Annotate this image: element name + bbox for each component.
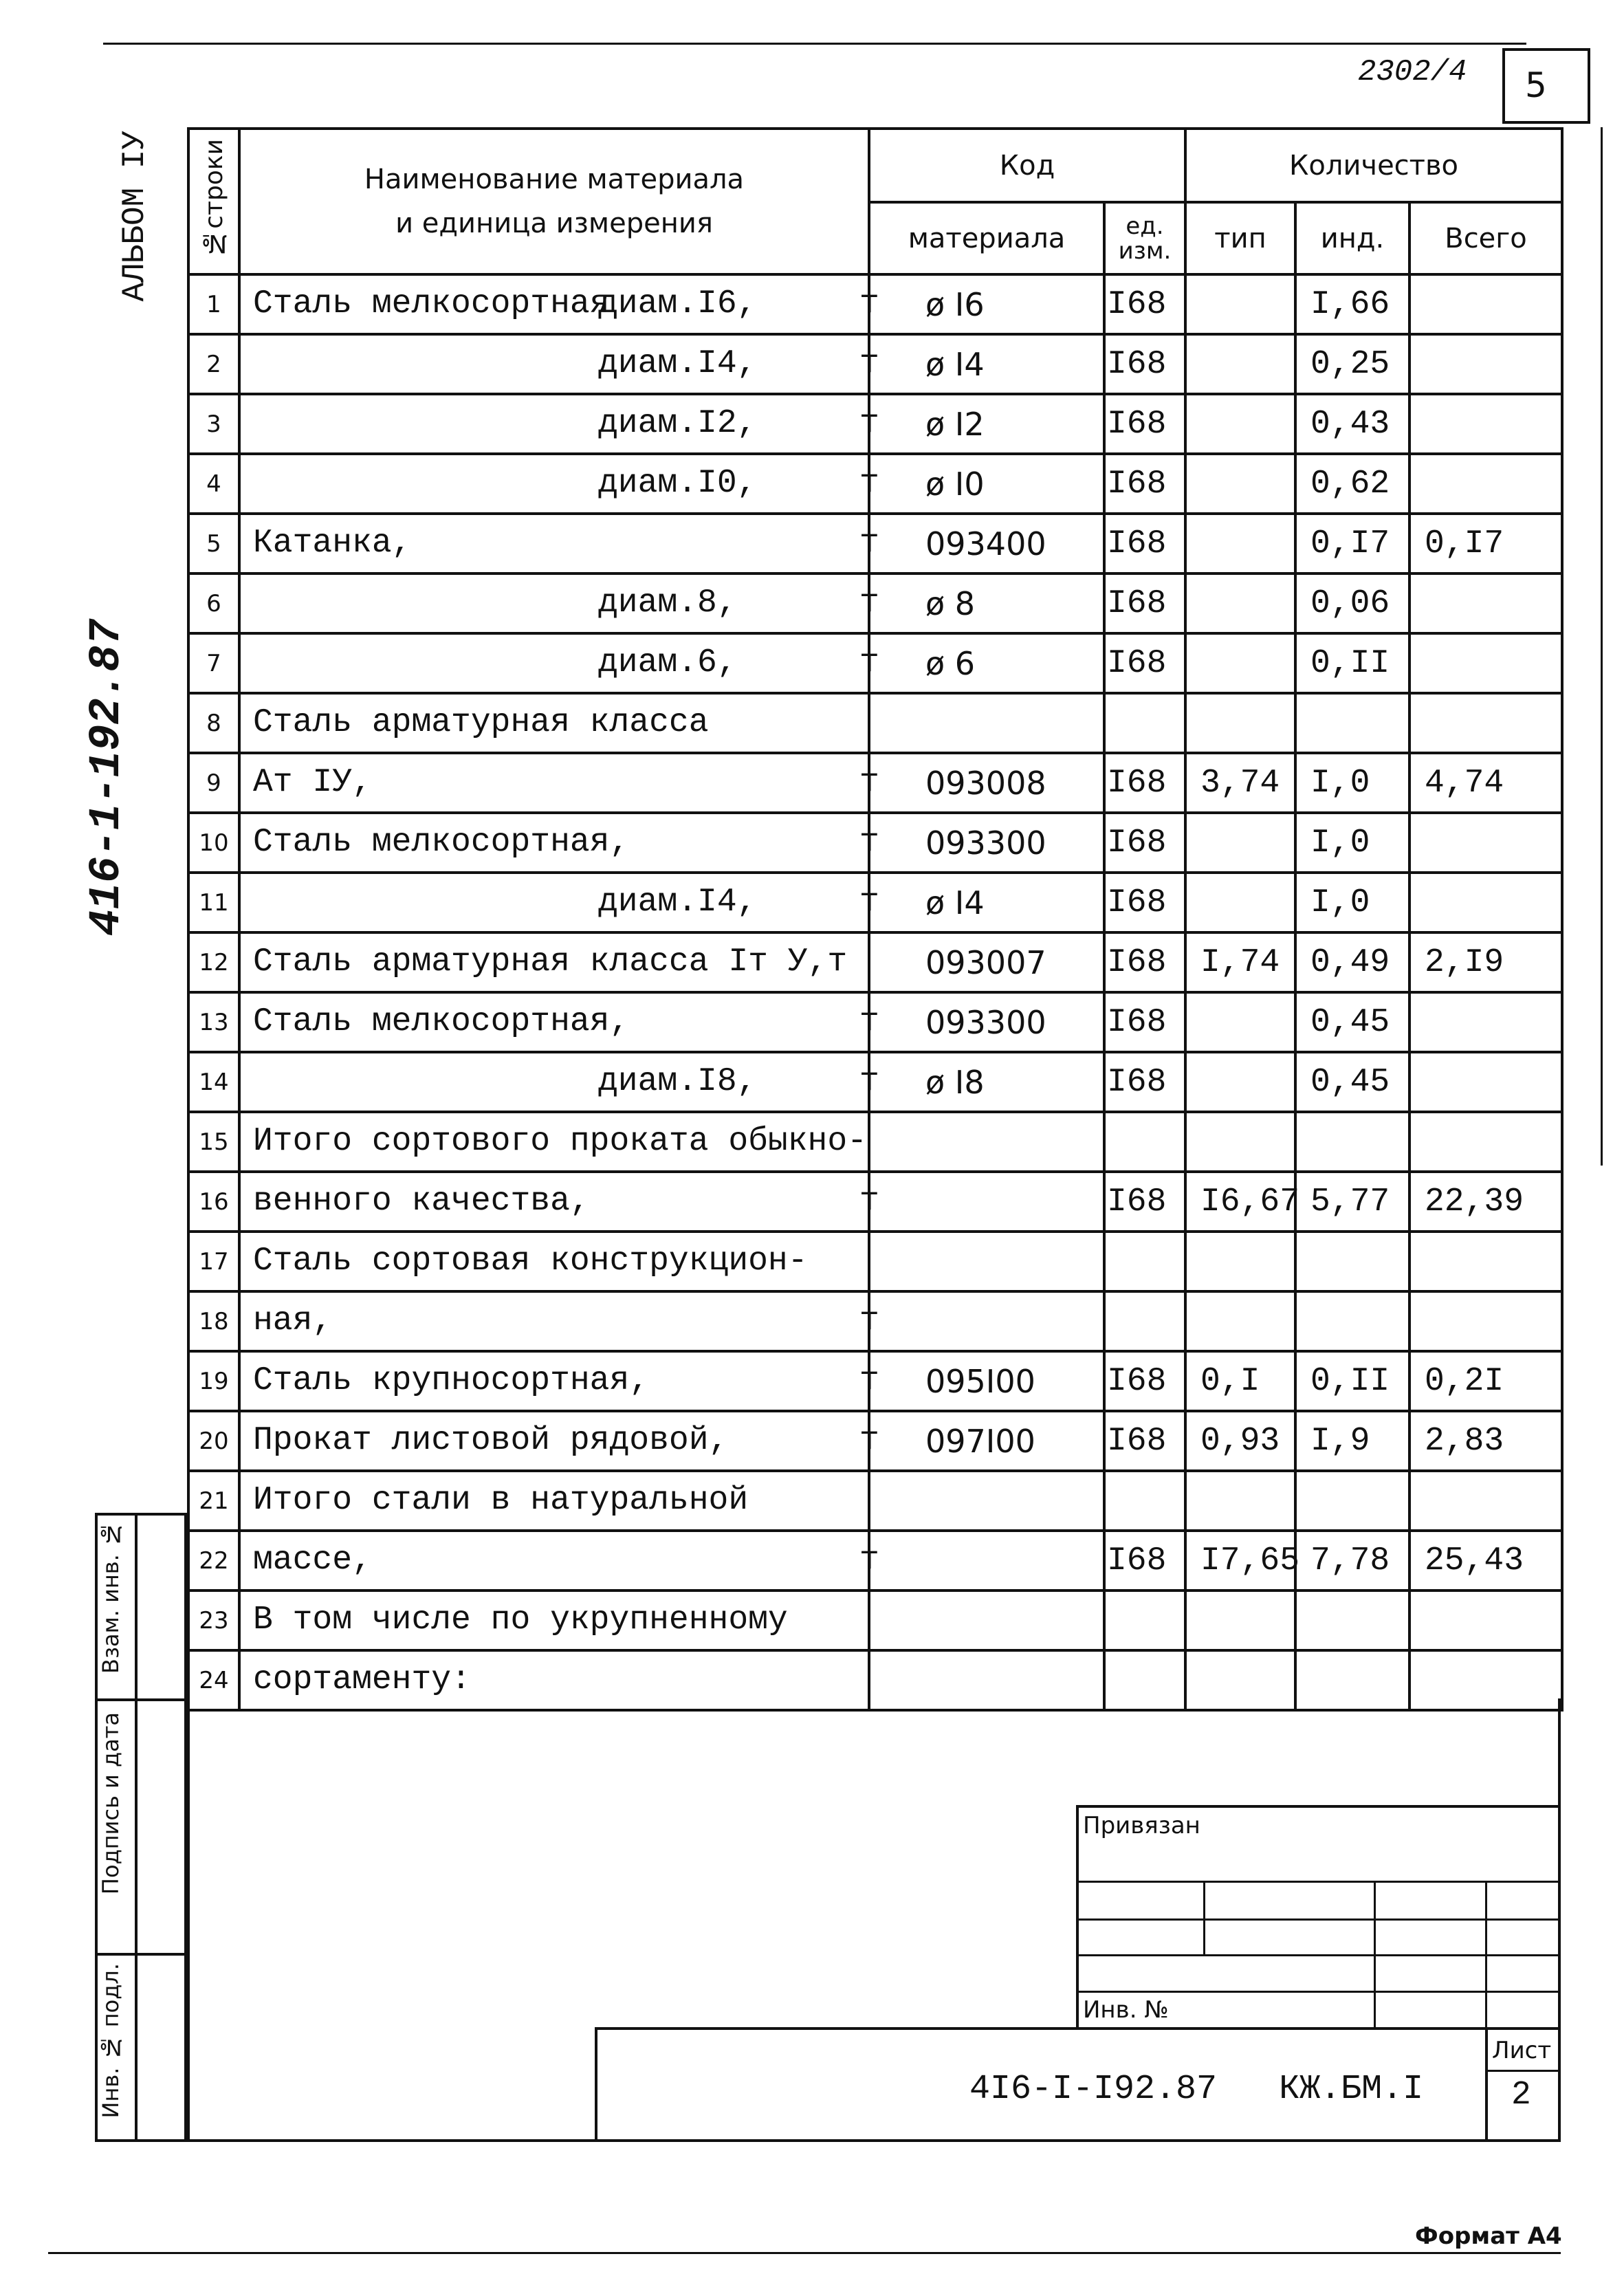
row-number: 13	[188, 992, 239, 1052]
material-code	[869, 1112, 1104, 1172]
qty-ind	[1295, 1291, 1409, 1351]
unit-letter: т	[859, 345, 879, 382]
material-code: ø I0	[869, 454, 1104, 514]
row-name-cell	[239, 1471, 869, 1531]
unit-letter: т	[859, 824, 879, 861]
unit-letter: т	[859, 285, 879, 322]
material-code	[869, 1232, 1104, 1291]
row-number: 24	[188, 1650, 239, 1710]
qty-ind: 0,06	[1295, 573, 1409, 633]
unit-letter: т	[859, 1362, 879, 1399]
qty-typ	[1185, 1232, 1295, 1291]
row-number: 5	[188, 514, 239, 573]
qty-ind: 0,43	[1295, 394, 1409, 454]
unit-letter: т	[859, 884, 879, 921]
material-spec-table	[187, 127, 1563, 1712]
row-number: 14	[188, 1052, 239, 1112]
binding-grid-h2	[1076, 1918, 1561, 1921]
unit-code	[1104, 693, 1185, 753]
qty-total: 0,I7	[1409, 514, 1562, 573]
unit-code: I68	[1104, 1531, 1185, 1590]
row-name-cell	[239, 813, 879, 873]
qty-ind: I,9	[1295, 1411, 1409, 1471]
material-code: 095I00	[869, 1351, 1104, 1411]
unit-code: I68	[1104, 753, 1185, 813]
material-name: Итого сортового проката обыкно-	[253, 1123, 867, 1160]
material-name: Сталь мелкосортная,	[253, 1003, 630, 1040]
row-name-cell	[239, 1590, 869, 1650]
material-name: Катанка,	[253, 525, 412, 562]
qty-ind: 0,45	[1295, 1052, 1409, 1112]
material-name: венного качества,	[253, 1183, 590, 1220]
qty-typ	[1185, 693, 1295, 753]
qty-ind: 0,49	[1295, 932, 1409, 992]
document-code: 4I6-I-I92.87 КЖ.БМ.I	[969, 2070, 1424, 2109]
row-number: 6	[188, 573, 239, 633]
qty-ind	[1295, 1112, 1409, 1172]
qty-total	[1409, 274, 1562, 334]
material-name: Сталь мелкосортная	[253, 285, 610, 322]
row-name-cell	[239, 1531, 879, 1590]
sheet-label-sep	[1485, 2070, 1561, 2072]
unit-code: I68	[1104, 633, 1185, 693]
table-row	[188, 1351, 1562, 1411]
table-row	[188, 1172, 1562, 1232]
inv-label: Инв. №	[1083, 1996, 1169, 2024]
binding-label: Привязан	[1083, 1812, 1200, 1839]
material-diameter: диам.6,	[598, 644, 737, 681]
unit-code: I68	[1104, 274, 1185, 334]
binding-grid-h4	[1076, 1991, 1561, 1993]
binding-grid-v1	[1203, 1881, 1205, 1954]
table-row	[188, 693, 1562, 753]
qty-ind: I,0	[1295, 813, 1409, 873]
header-code: Код	[869, 129, 1185, 202]
top-rule	[103, 43, 1526, 45]
unit-code: I68	[1104, 1052, 1185, 1112]
qty-total	[1409, 573, 1562, 633]
material-name: Прокат листовой рядовой,	[253, 1422, 729, 1459]
unit-code	[1104, 1471, 1185, 1531]
material-diameter: диам.I0,	[598, 465, 757, 502]
row-number: 17	[188, 1232, 239, 1291]
unit-code	[1104, 1112, 1185, 1172]
qty-ind	[1295, 1590, 1409, 1650]
unit-code: I68	[1104, 1351, 1185, 1411]
material-name: Ат IУ,	[253, 764, 372, 801]
qty-total	[1409, 454, 1562, 514]
unit-code: I68	[1104, 1411, 1185, 1471]
row-name-cell	[239, 334, 879, 394]
header-name: Наименование материала и единица измерения	[239, 129, 869, 274]
material-code: 093008	[869, 753, 1104, 813]
qty-typ	[1185, 274, 1295, 334]
row-name-cell	[239, 1232, 869, 1291]
unit-letter: т	[859, 465, 879, 502]
qty-total	[1409, 813, 1562, 873]
qty-typ	[1185, 334, 1295, 394]
table-row	[188, 1590, 1562, 1650]
unit-letter: т	[859, 405, 879, 442]
row-name-cell	[239, 932, 869, 992]
album-label: АЛЬБОМ IУ	[117, 131, 153, 302]
unit-code: I68	[1104, 992, 1185, 1052]
unit-letter: т	[859, 644, 879, 681]
qty-ind: 0,I7	[1295, 514, 1409, 573]
qty-typ	[1185, 394, 1295, 454]
qty-total	[1409, 1052, 1562, 1112]
binding-grid-v3	[1485, 1881, 1487, 2029]
material-code: ø I6	[869, 274, 1104, 334]
qty-total	[1409, 873, 1562, 932]
qty-typ: I7,65	[1185, 1531, 1295, 1590]
material-name: массе,	[253, 1542, 372, 1579]
qty-ind: I,0	[1295, 753, 1409, 813]
qty-ind: 0,25	[1295, 334, 1409, 394]
material-code	[869, 1471, 1104, 1531]
row-number: 21	[188, 1471, 239, 1531]
row-number: 12	[188, 932, 239, 992]
unit-code: I68	[1104, 334, 1185, 394]
qty-typ	[1185, 992, 1295, 1052]
table-row	[188, 753, 1562, 813]
table-row	[188, 932, 1562, 992]
material-name: Сталь арматурная класса Iт У,т	[253, 943, 848, 981]
row-name-cell	[239, 1291, 879, 1351]
header-material: материала	[869, 202, 1104, 274]
unit-code: I68	[1104, 813, 1185, 873]
material-diameter: диам.I2,	[598, 405, 757, 442]
table-row	[188, 454, 1562, 514]
qty-total	[1409, 1590, 1562, 1650]
row-name-cell	[239, 454, 879, 514]
row-name-cell	[239, 992, 879, 1052]
material-code: 093300	[869, 992, 1104, 1052]
row-number: 18	[188, 1291, 239, 1351]
unit-code: I68	[1104, 873, 1185, 932]
qty-total	[1409, 394, 1562, 454]
handwritten-ref: 2302/4	[1358, 55, 1467, 89]
table-row	[188, 633, 1562, 693]
table-row	[188, 514, 1562, 573]
binding-grid-h1	[1076, 1881, 1561, 1883]
frame-right-tick	[1601, 127, 1603, 1166]
qty-typ	[1185, 1112, 1295, 1172]
material-code: ø 8	[869, 573, 1104, 633]
unit-letter: т	[859, 764, 879, 801]
unit-letter: т	[859, 584, 879, 622]
binding-grid-v2	[1374, 1881, 1376, 2029]
qty-typ: I6,67	[1185, 1172, 1295, 1232]
qty-ind	[1295, 1232, 1409, 1291]
header-ind: инд.	[1295, 202, 1409, 274]
material-code: ø I4	[869, 873, 1104, 932]
unit-letter: т	[859, 1003, 879, 1040]
header-row-no: №строки	[188, 129, 239, 274]
qty-typ	[1185, 573, 1295, 633]
qty-ind: I,0	[1295, 873, 1409, 932]
row-name-cell	[239, 873, 879, 932]
row-name-cell	[239, 693, 869, 753]
unit-letter: т	[859, 1063, 879, 1100]
qty-typ: 3,74	[1185, 753, 1295, 813]
table-row	[188, 1650, 1562, 1710]
qty-ind	[1295, 1650, 1409, 1710]
qty-total	[1409, 1112, 1562, 1172]
stamp-label-original-inv: Инв. № подл.	[98, 1963, 124, 2119]
row-number: 23	[188, 1590, 239, 1650]
row-number: 19	[188, 1351, 239, 1411]
material-code: 093007	[869, 932, 1104, 992]
header-typ: тип	[1185, 202, 1295, 274]
qty-total	[1409, 1232, 1562, 1291]
row-name-cell	[239, 274, 879, 334]
frame-left	[187, 1698, 190, 2142]
material-code: 093400	[869, 514, 1104, 573]
unit-letter: т	[859, 525, 879, 562]
row-name-cell	[239, 1052, 879, 1112]
qty-total	[1409, 1650, 1562, 1710]
table-row	[188, 394, 1562, 454]
row-number: 20	[188, 1411, 239, 1471]
qty-ind: 0,62	[1295, 454, 1409, 514]
handwritten-code: 416-1-192.87	[83, 619, 132, 936]
row-number: 15	[188, 1112, 239, 1172]
material-name: Сталь сортовая конструкцион-	[253, 1243, 808, 1280]
table-row	[188, 1471, 1562, 1531]
row-number: 10	[188, 813, 239, 873]
table-row	[188, 1291, 1562, 1351]
material-code	[869, 1172, 1104, 1232]
qty-total: 22,39	[1409, 1172, 1562, 1232]
unit-code: I68	[1104, 932, 1185, 992]
unit-code: I68	[1104, 573, 1185, 633]
unit-letter: т	[859, 1422, 879, 1459]
table-row	[188, 873, 1562, 932]
row-number: 16	[188, 1172, 239, 1232]
qty-typ	[1185, 1291, 1295, 1351]
qty-ind: 0,45	[1295, 992, 1409, 1052]
header-quantity: Количество	[1185, 129, 1562, 202]
unit-code: I68	[1104, 1172, 1185, 1232]
material-name: Сталь мелкосортная,	[253, 824, 630, 861]
table-row	[188, 1411, 1562, 1471]
material-name: Сталь арматурная класса	[253, 704, 709, 741]
material-name: Сталь крупносортная,	[253, 1362, 650, 1399]
row-number: 7	[188, 633, 239, 693]
qty-typ	[1185, 633, 1295, 693]
header-total: Всего	[1409, 202, 1562, 274]
row-name-cell	[239, 1172, 879, 1232]
format-label: Формат А4	[1415, 2222, 1562, 2250]
material-code: 093300	[869, 813, 1104, 873]
row-name-cell	[239, 573, 879, 633]
unit-code	[1104, 1650, 1185, 1710]
table-row	[188, 813, 1562, 873]
qty-typ	[1185, 1590, 1295, 1650]
row-number: 4	[188, 454, 239, 514]
row-number: 22	[188, 1531, 239, 1590]
qty-total: 25,43	[1409, 1531, 1562, 1590]
unit-letter: т	[859, 1183, 879, 1220]
row-number: 2	[188, 334, 239, 394]
material-diameter: диам.8,	[598, 584, 737, 622]
page-number: 5	[1525, 65, 1547, 105]
material-code	[869, 1590, 1104, 1650]
stamp-strip-divider	[135, 1513, 138, 2142]
qty-ind	[1295, 693, 1409, 753]
material-code	[869, 1531, 1104, 1590]
qty-total: 4,74	[1409, 753, 1562, 813]
material-code	[869, 693, 1104, 753]
unit-code: I68	[1104, 394, 1185, 454]
qty-total	[1409, 693, 1562, 753]
sheet-label: Лист	[1492, 2037, 1552, 2064]
row-name-cell	[239, 1411, 879, 1471]
sheet-cell-divider	[1485, 2027, 1488, 2142]
unit-letter: т	[859, 1302, 879, 1340]
material-code: ø 6	[869, 633, 1104, 693]
qty-typ: 0,I	[1185, 1351, 1295, 1411]
table-row	[188, 1052, 1562, 1112]
material-diameter: диам.I8,	[598, 1063, 757, 1100]
qty-total: 0,2I	[1409, 1351, 1562, 1411]
unit-code	[1104, 1590, 1185, 1650]
qty-total	[1409, 633, 1562, 693]
table-row	[188, 274, 1562, 334]
unit-code: I68	[1104, 454, 1185, 514]
row-number: 8	[188, 693, 239, 753]
footer-rule	[48, 2252, 1561, 2254]
table-row	[188, 992, 1562, 1052]
material-code	[869, 1650, 1104, 1710]
material-code: 097I00	[869, 1411, 1104, 1471]
qty-total	[1409, 992, 1562, 1052]
qty-total	[1409, 334, 1562, 394]
material-code: ø I4	[869, 334, 1104, 394]
qty-total	[1409, 1471, 1562, 1531]
qty-ind: 0,II	[1295, 1351, 1409, 1411]
table-row	[188, 1531, 1562, 1590]
row-number: 9	[188, 753, 239, 813]
qty-typ	[1185, 813, 1295, 873]
unit-letter: т	[859, 1542, 879, 1579]
material-name: Итого стали в натуральной	[253, 1482, 749, 1519]
qty-ind: 0,II	[1295, 633, 1409, 693]
material-diameter: диам.I4,	[598, 345, 757, 382]
qty-ind: 7,78	[1295, 1531, 1409, 1590]
row-name-cell	[239, 753, 879, 813]
table-row	[188, 334, 1562, 394]
material-name: В том числе по укрупненному	[253, 1601, 788, 1639]
qty-typ: 0,93	[1185, 1411, 1295, 1471]
material-code: ø I8	[869, 1052, 1104, 1112]
table-row	[188, 573, 1562, 633]
qty-typ: I,74	[1185, 932, 1295, 992]
material-code: ø I2	[869, 394, 1104, 454]
sheet-number: 2	[1511, 2077, 1531, 2114]
qty-typ	[1185, 1650, 1295, 1710]
unit-code	[1104, 1232, 1185, 1291]
qty-total: 2,I9	[1409, 932, 1562, 992]
qty-typ	[1185, 1471, 1295, 1531]
unit-code	[1104, 1291, 1185, 1351]
material-name: сортаменту:	[253, 1661, 471, 1698]
qty-ind	[1295, 1471, 1409, 1531]
qty-ind: 5,77	[1295, 1172, 1409, 1232]
row-name-cell	[239, 1112, 869, 1172]
row-number: 1	[188, 274, 239, 334]
material-code	[869, 1291, 1104, 1351]
qty-ind: I,66	[1295, 274, 1409, 334]
header-unit: ед. изм.	[1104, 202, 1185, 274]
stamp-strip-sep-2	[95, 1953, 187, 1956]
row-name-cell	[239, 1650, 869, 1710]
row-name-cell	[239, 633, 879, 693]
stamp-strip-sep-1	[95, 1698, 187, 1701]
stamp-label-signature-date: Подпись и дата	[98, 1712, 124, 1895]
qty-typ	[1185, 514, 1295, 573]
row-number: 3	[188, 394, 239, 454]
row-name-cell	[239, 394, 879, 454]
qty-total	[1409, 1291, 1562, 1351]
qty-typ	[1185, 454, 1295, 514]
table-row	[188, 1232, 1562, 1291]
material-name: ная,	[253, 1302, 333, 1340]
stamp-label-replaced-inv: Взам. инв. №	[98, 1521, 124, 1674]
qty-typ	[1185, 1052, 1295, 1112]
qty-total: 2,83	[1409, 1411, 1562, 1471]
row-name-cell	[239, 514, 879, 573]
row-name-cell	[239, 1351, 879, 1411]
qty-typ	[1185, 873, 1295, 932]
binding-grid-h3	[1076, 1954, 1561, 1956]
table-row	[188, 1112, 1562, 1172]
material-diameter: диам.I6,	[598, 285, 757, 322]
unit-code: I68	[1104, 514, 1185, 573]
material-diameter: диам.I4,	[598, 884, 757, 921]
row-number: 11	[188, 873, 239, 932]
